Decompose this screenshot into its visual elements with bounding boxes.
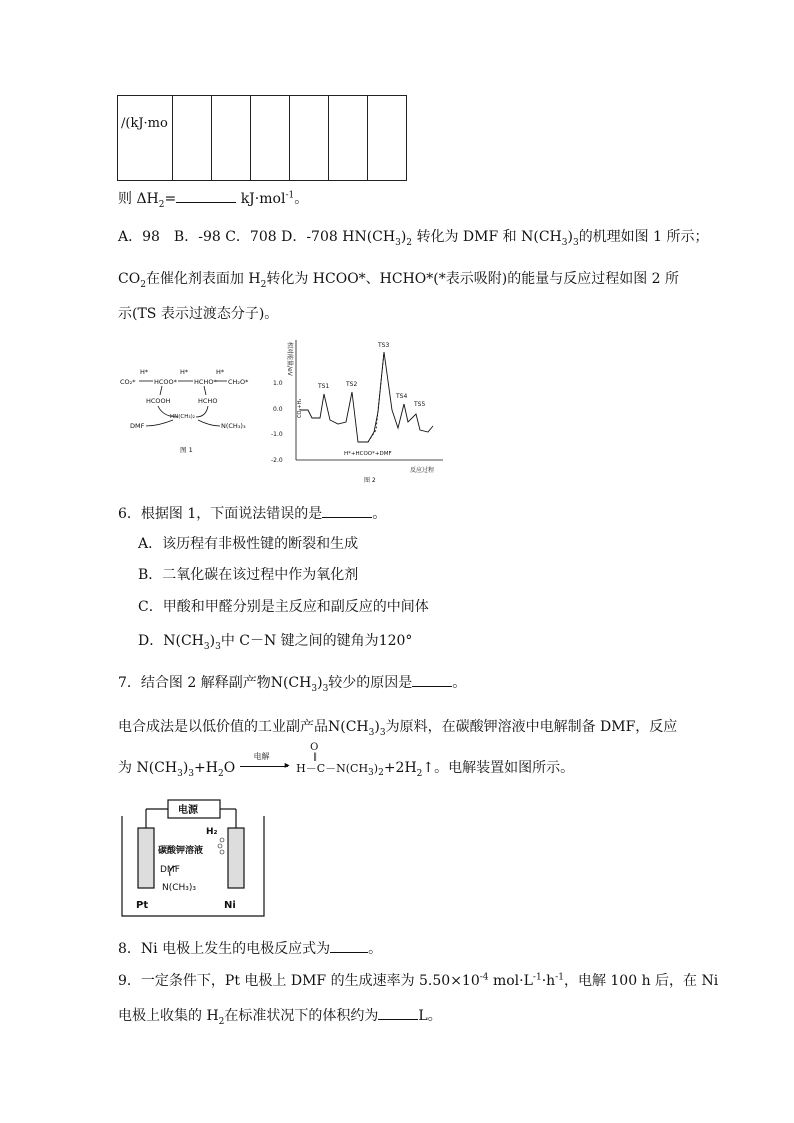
fig1-h2: H* — [180, 368, 189, 376]
choices-text: A．98 B．-98 C．708 D．-708 — [118, 229, 338, 245]
fig1-arrow — [196, 406, 208, 417]
cell-solution-label: 碳酸钾溶液 — [158, 846, 204, 856]
answer-blank[interactable] — [176, 190, 236, 203]
cell-nch3-label: N(CH₃)₃ — [162, 883, 197, 893]
q6-option-d[interactable]: D．$N(CH_3)_3$中 C－N 键之间的键角为120° — [138, 633, 413, 652]
fig2-xlabel: 反应过程 — [410, 467, 435, 474]
figure-2 — [268, 332, 448, 487]
answer-blank[interactable] — [322, 505, 372, 518]
fig1-hcho: HCHO* — [194, 378, 217, 386]
fig2-tick: 0.0 — [273, 406, 283, 413]
reaction-arrow-label: 电解 — [253, 752, 270, 761]
reaction-arrow: 电解 ▸ — [240, 760, 292, 772]
fig1-nch3: N(CH₃)₃ — [221, 422, 246, 430]
intro2-h-sub: 2 — [260, 279, 267, 290]
q6-option-a[interactable]: A．该历程有非极性键的断裂和生成 — [138, 536, 359, 552]
fig2-ts2: TS2 — [346, 381, 358, 388]
q9-stem: 9．一定条件下，Pt 电极上 DMF 的生成速率为 $5.50\times 10^{-4}$ $mol\cdot L^{-1}\cdot h^{-1}$，电解 100 h 后，在 Ni — [118, 972, 719, 989]
answer-blank[interactable] — [378, 1007, 418, 1020]
energy-table — [117, 95, 407, 181]
fig2-tick: -1.0 — [271, 431, 283, 438]
q7-stem: 7．结合图 2 解释副产物$N(CH_3)_3$较少的原因是 。 — [118, 675, 467, 694]
fig2-ts5: TS5 — [414, 401, 426, 408]
electrolysis-cell — [118, 796, 268, 918]
fig1-arrow — [146, 420, 173, 426]
table-unit-text: /(kJ·mo — [121, 116, 168, 131]
dmf-structure: O ‖ $H-C-N(CH_3)_2$ — [296, 742, 384, 779]
dh-sub: 2 — [158, 199, 165, 210]
fig1-co2: CO₂* — [120, 378, 136, 386]
fig2-bottom-label: H*+HCOO*+DMF — [344, 451, 392, 457]
fig2-tick: -2.0 — [271, 457, 283, 464]
fig1-arrow — [198, 420, 220, 426]
q6-end: 。 — [372, 506, 387, 522]
dh-unit-sup: -1 — [285, 190, 295, 201]
q6-stem-text: 6．根据图 1，下面说法错误的是 — [118, 506, 323, 522]
intro-tail: 的机理如图 1 所示； — [578, 229, 709, 245]
table-unit-cell — [118, 96, 173, 181]
fig1-hcho2: HCHO — [198, 397, 218, 405]
fig2-ylabel: 相对能量/eV — [286, 342, 293, 376]
fig2-ts1: TS1 — [318, 383, 330, 390]
fig1-arrow — [204, 386, 206, 395]
fig2-dashed-path — [368, 352, 384, 442]
electro-paragraph: 电合成法是以低价值的工业副产品$N(CH_3)_3$为原料，在碳酸钾溶液中电解制备 DMF，反应 — [118, 719, 678, 738]
power-label: 电源 — [178, 805, 198, 816]
table-cell — [368, 96, 407, 181]
fig2-ts4: TS4 — [396, 393, 408, 400]
fig1-h3: H* — [216, 368, 225, 376]
cell-pt-label: Pt — [136, 900, 149, 911]
q6-option-c[interactable]: C．甲酸和甲醛分别是主反应和副反应的中间体 — [138, 599, 429, 615]
intro2-line — [118, 268, 679, 290]
intro-n: $N(CH_3)_3$ — [521, 229, 579, 248]
table-cell — [329, 96, 368, 181]
fig2-ts3: TS3 — [378, 342, 390, 349]
answer-blank[interactable] — [412, 674, 452, 687]
bubble — [220, 838, 224, 842]
cell-dmf-label: DMF — [160, 865, 180, 875]
fig1-caption: 图 1 — [180, 446, 193, 454]
fig1-ch2o: CH₂O* — [228, 378, 249, 386]
fig1-hcoo: HCOO* — [154, 378, 177, 386]
bubble — [220, 850, 224, 854]
table-cell — [251, 96, 290, 181]
q8-stem: 8．Ni 电极上发生的电极反应式为 。 — [118, 941, 383, 957]
intro2-tail: 转化为 HCOO*、HCHO*(*表示吸附)的能量与反应过程如图 2 所 — [266, 271, 680, 287]
fig1-h1: H* — [140, 368, 149, 376]
cell-h2-label: H₂ — [206, 827, 218, 837]
dh-prefix: 则 ΔH — [118, 191, 159, 207]
reaction-line: 为 $N(CH_3)_3+H_2O$ 电解 ▸ O ‖ $H-C-N(CH_3)_2+2H_2↑$。电解装置如图所示。 — [118, 742, 575, 779]
cell-ni-label: Ni — [224, 900, 236, 911]
q9-stem-2: 电极上收集的 $H_2$在标准状况下的体积约为 L。 — [118, 1008, 442, 1027]
fig1-hn: HN(CH₃)₂ — [170, 414, 195, 420]
fig2-energy-line — [300, 392, 374, 442]
dh-eq: = — [164, 191, 177, 207]
intro2-co-sub: 2 — [140, 279, 146, 290]
bubble — [218, 844, 222, 848]
intro3-line: 示(TS 表示过渡态分子)。 — [118, 306, 279, 322]
pt-electrode — [138, 828, 154, 888]
intro2-mid: 在催化剂表面加 H — [145, 271, 261, 287]
table-cell — [173, 96, 212, 181]
fig2-caption: 图 2 — [364, 477, 376, 484]
fig1-arrow — [160, 386, 162, 395]
fig2-tick: 1.0 — [273, 380, 283, 387]
fig1-hcooh: HCOOH — [146, 397, 171, 405]
table-cell — [212, 96, 251, 181]
choices-line — [118, 226, 709, 248]
fig2-start-label: CO₂+H₂ — [297, 398, 303, 418]
figure-1 — [118, 362, 268, 457]
q6-stem — [118, 503, 386, 523]
intro-hn: $HN(CH_3)_2$ — [342, 229, 413, 248]
intro-mid: 转化为 DMF 和 — [416, 229, 517, 245]
table-cell — [290, 96, 329, 181]
dh-end: 。 — [294, 191, 309, 207]
q6-option-b[interactable]: B．二氧化碳在该过程中作为氧化剂 — [138, 567, 359, 583]
intro2-co: CO — [118, 271, 141, 287]
answer-blank[interactable] — [330, 940, 368, 953]
dh-question — [118, 188, 308, 210]
dh-unit: kJ·mol — [240, 191, 286, 207]
fig1-dmf: DMF — [130, 422, 145, 430]
ni-electrode — [228, 828, 244, 888]
